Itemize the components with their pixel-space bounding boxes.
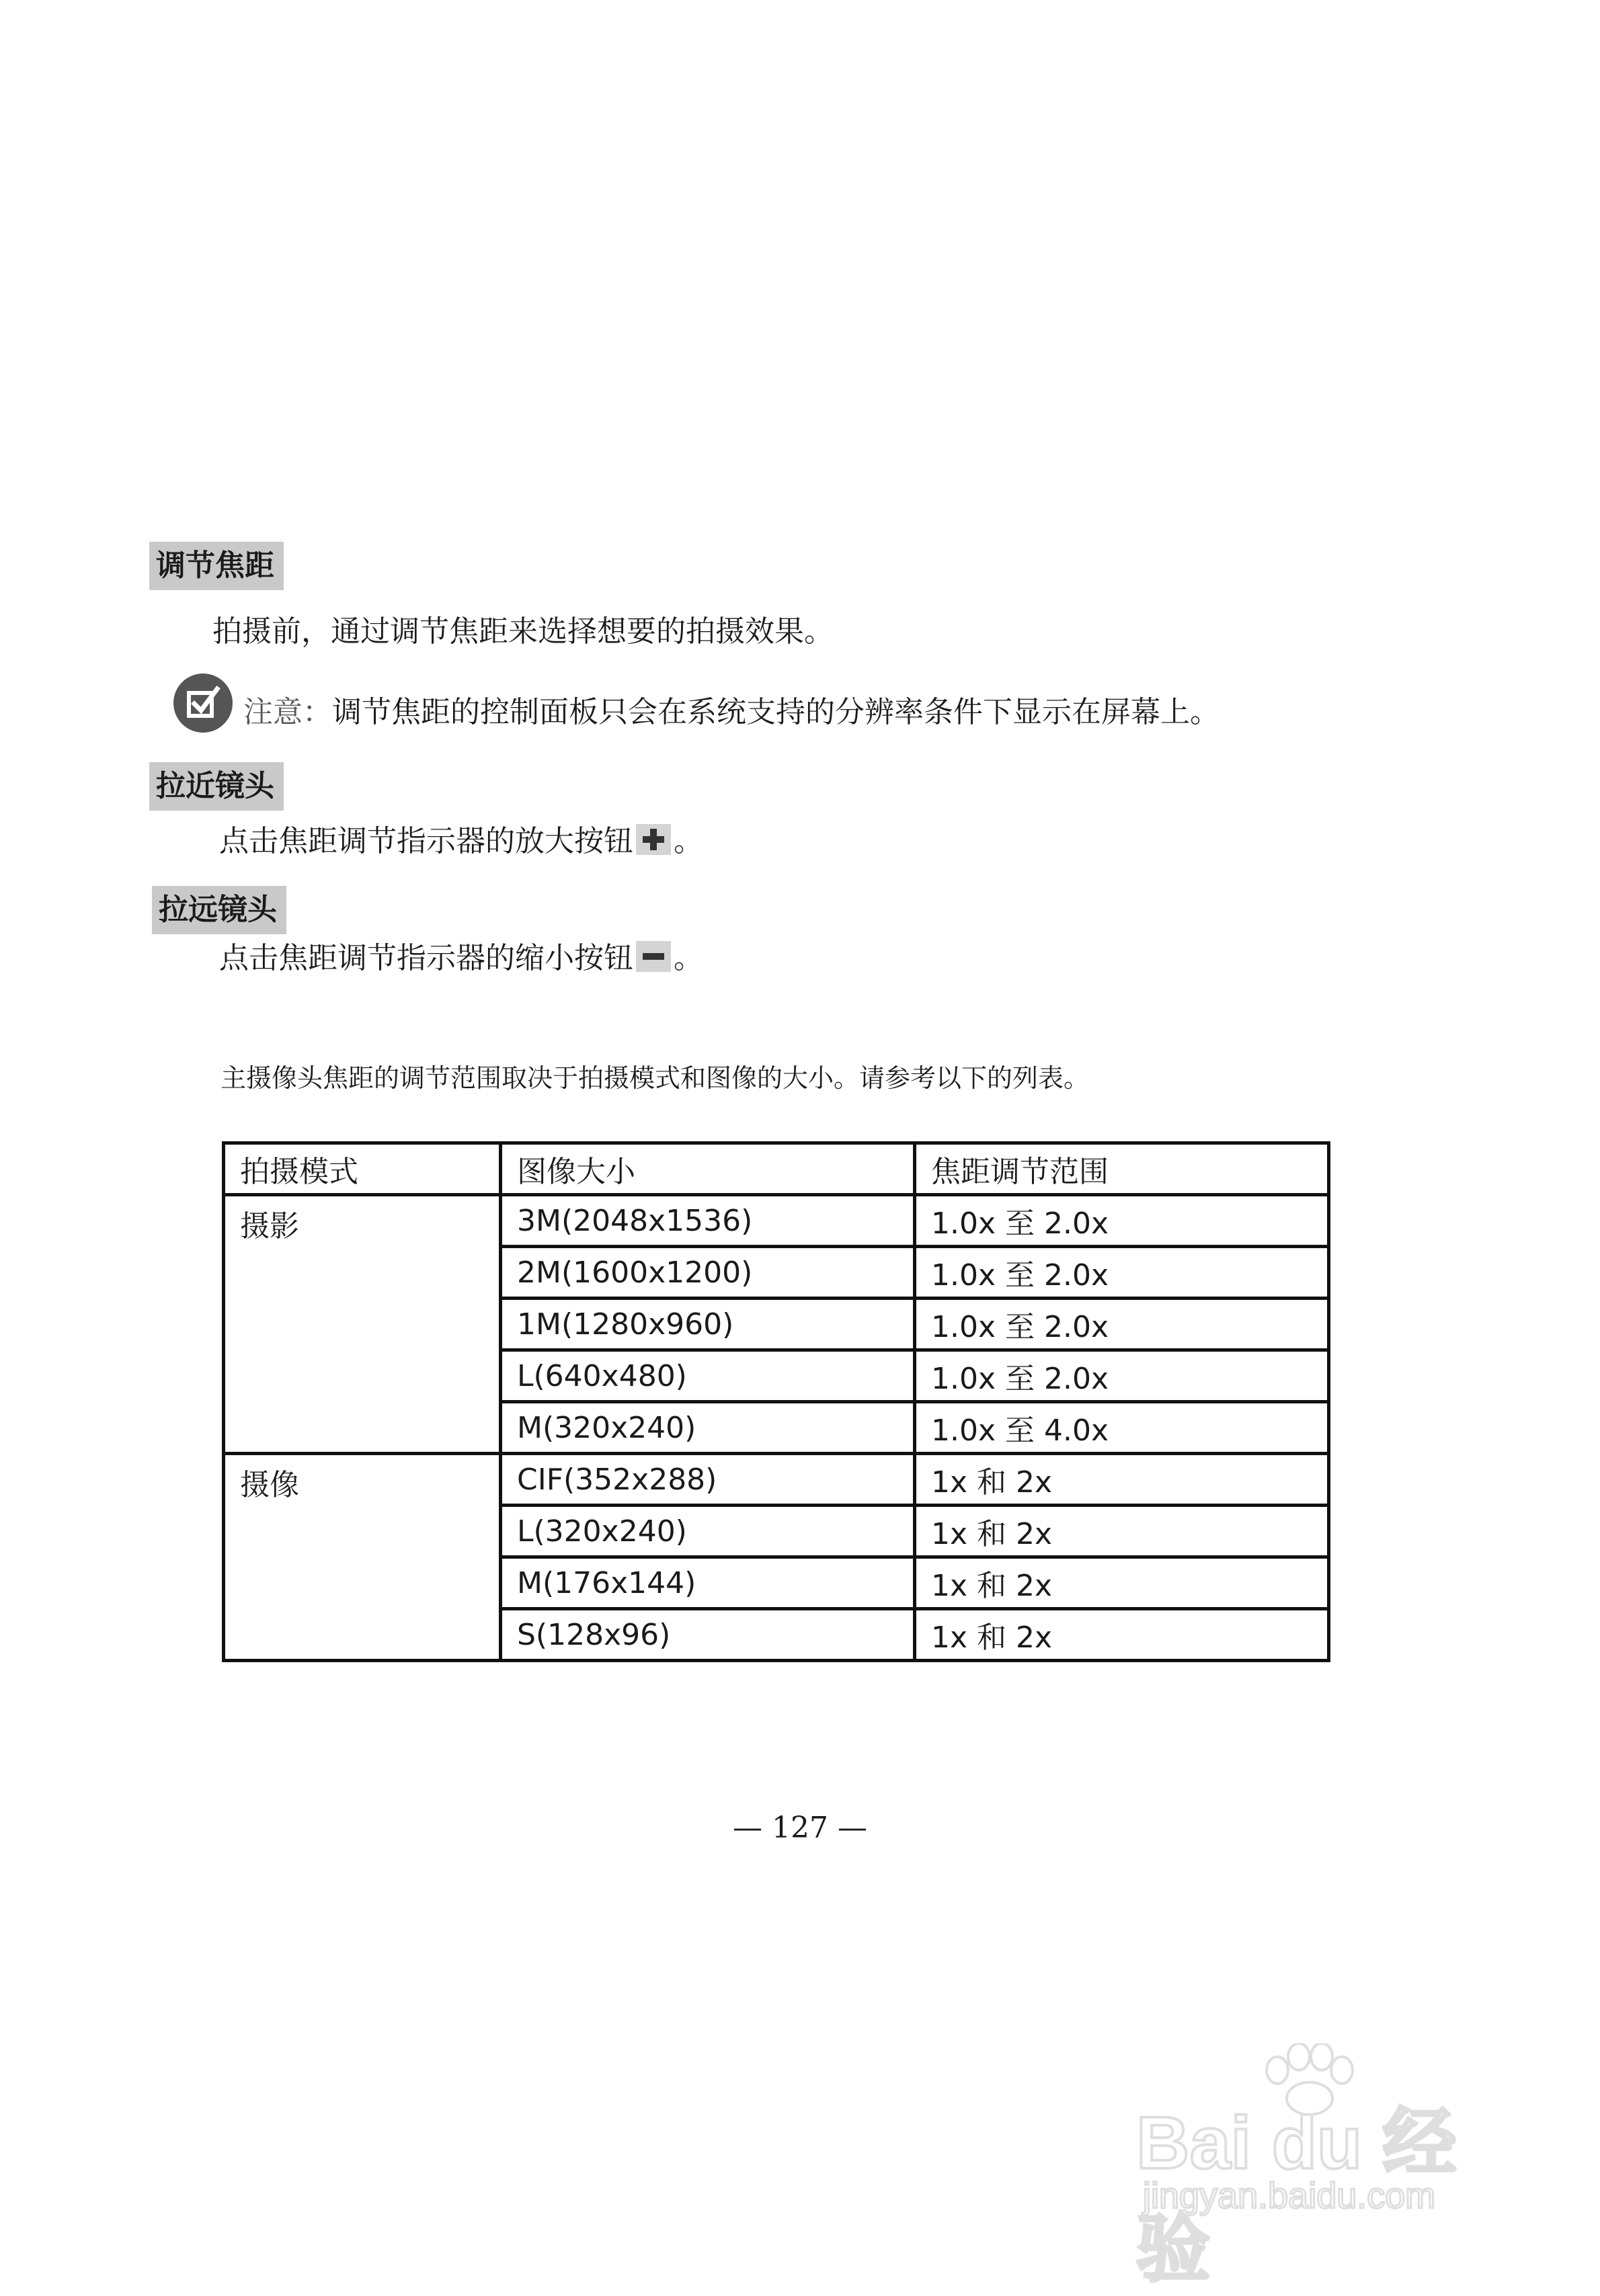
- watermark-url: jingyan.baidu.com: [1143, 2176, 1436, 2216]
- focus-range-cell: 1.0x 至 2.0x: [915, 1350, 1329, 1402]
- mode-cell-photo: 摄影: [224, 1195, 501, 1454]
- focus-range-cell: 1.0x 至 2.0x: [915, 1299, 1329, 1350]
- baidu-watermark: [1136, 2043, 1513, 2291]
- note-text: 调节焦距的控制面板只会在系统支持的分辨率条件下显示在屏幕上。: [332, 695, 1219, 729]
- image-size-cell: 1M(1280x960): [501, 1299, 915, 1350]
- image-size-cell: 2M(1600x1200): [501, 1247, 915, 1299]
- image-size-cell: CIF(352x288): [501, 1454, 915, 1506]
- zoom-in-plus-icon: [636, 824, 671, 855]
- note-label: 注意：: [243, 695, 332, 729]
- adjust-focus-intro: 拍摄前，通过调节焦距来选择想要的拍摄效果。: [212, 614, 834, 649]
- image-size-cell: M(176x144): [501, 1557, 915, 1609]
- image-size-cell: 3M(2048x1536): [501, 1195, 915, 1247]
- section-heading-adjust-focus: 调节焦距: [149, 542, 284, 590]
- zoom-out-text: 点击焦距调节指示器的缩小按钮: [219, 941, 633, 975]
- page-number: — 127 —: [733, 1811, 867, 1845]
- section-heading-zoom-out: 拉远镜头: [152, 886, 286, 934]
- section-heading-zoom-in: 拉近镜头: [149, 762, 284, 811]
- table-header-row: [224, 1143, 1329, 1195]
- table-intro: 主摄像头焦距的调节范围取决于拍摄模式和图像的大小。请参考以下的列表。: [221, 1063, 1090, 1093]
- image-size-cell: L(640x480): [501, 1350, 915, 1402]
- header-image-size: 图像大小: [501, 1143, 915, 1195]
- table-row: [224, 1195, 1329, 1247]
- zoom-in-tail: 。: [674, 824, 703, 858]
- focus-range-cell: 1x 和 2x: [915, 1609, 1329, 1661]
- mode-cell-video: 摄像: [224, 1454, 501, 1661]
- zoom-in-text: 点击焦距调节指示器的放大按钮: [219, 824, 633, 858]
- zoom-range-table: [222, 1141, 1330, 1662]
- watermark-brand: Bai du 经验: [1136, 2102, 1457, 2291]
- focus-range-cell: 1x 和 2x: [915, 1506, 1329, 1557]
- focus-range-cell: 1.0x 至 4.0x: [915, 1402, 1329, 1454]
- focus-range-cell: 1x 和 2x: [915, 1557, 1329, 1609]
- zoom-in-instruction: [219, 821, 703, 862]
- image-size-cell: M(320x240): [501, 1402, 915, 1454]
- focus-range-cell: 1.0x 至 2.0x: [915, 1195, 1329, 1247]
- zoom-out-tail: 。: [674, 941, 703, 975]
- note-check-icon: [173, 673, 233, 733]
- note-line: [243, 692, 1219, 733]
- zoom-out-instruction: [219, 938, 703, 979]
- image-size-cell: S(128x96): [501, 1609, 915, 1661]
- focus-range-cell: 1.0x 至 2.0x: [915, 1247, 1329, 1299]
- header-focus-range: 焦距调节范围: [915, 1143, 1329, 1195]
- zoom-out-minus-icon: [636, 941, 671, 972]
- image-size-cell: L(320x240): [501, 1506, 915, 1557]
- header-mode: 拍摄模式: [224, 1143, 501, 1195]
- focus-range-cell: 1x 和 2x: [915, 1454, 1329, 1506]
- table-row: [224, 1454, 1329, 1506]
